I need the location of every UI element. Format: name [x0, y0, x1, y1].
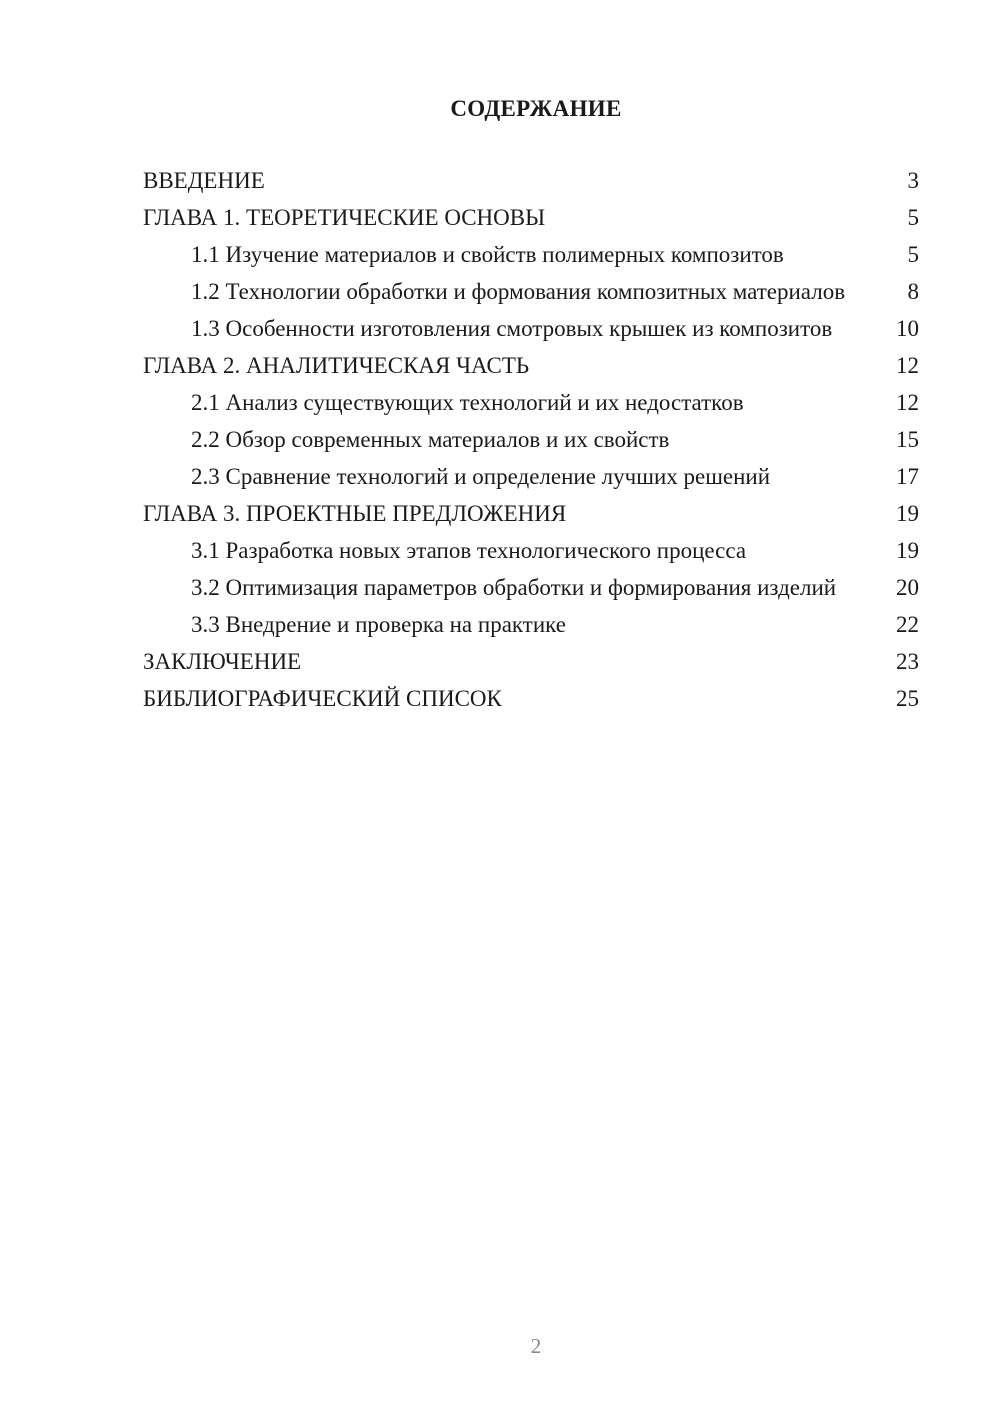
toc-entry-page: 17 — [896, 464, 919, 489]
toc-entry-page: 23 — [896, 649, 919, 674]
toc-entry-page: 15 — [896, 427, 919, 452]
toc-entry-text: 2.2 Обзор современных материалов и их свойств — [191, 427, 670, 452]
toc-entry-section-1-2[interactable] — [191, 278, 919, 305]
toc-entry-chapter-3[interactable] — [143, 500, 919, 527]
toc-entry-page: 19 — [896, 501, 919, 526]
toc-entry-chapter-2[interactable] — [143, 352, 919, 379]
toc-entry-page: 3 — [907, 168, 919, 193]
toc-entry-text: ВВЕДЕНИЕ — [143, 168, 265, 193]
toc-entry-section-3-3[interactable] — [191, 611, 919, 638]
toc-entry-text: ГЛАВА 1. ТЕОРЕТИЧЕСКИЕ ОСНОВЫ — [143, 205, 546, 230]
toc-entry-text: 3.3 Внедрение и проверка на практике — [191, 612, 566, 637]
toc-entry-page: 5 — [907, 242, 919, 267]
toc-entry-section-3-1[interactable] — [191, 537, 919, 564]
toc-entry-page: 19 — [896, 538, 919, 563]
toc-entry-section-1-1[interactable] — [191, 241, 919, 268]
toc-entry-chapter-1[interactable] — [143, 204, 919, 231]
toc-entry-text: 1.3 Особенности изготовления смотровых крышек из композитов — [191, 316, 833, 341]
toc-entry-page: 12 — [896, 353, 919, 378]
toc-entry-page: 20 — [896, 575, 919, 600]
toc-entry-text: 2.1 Анализ существующих технологий и их недостатков — [191, 390, 744, 415]
toc-entry-text: ЗАКЛЮЧЕНИЕ — [143, 649, 302, 674]
toc-entry-text: 2.3 Сравнение технологий и определение лучших решений — [191, 464, 771, 489]
toc-entry-text: 1.2 Технологии обработки и формования композитных материалов — [191, 279, 846, 304]
toc-entry-text: 3.1 Разработка новых этапов технологического процесса — [191, 538, 747, 563]
toc-entry-page: 10 — [896, 316, 919, 341]
toc-entry-text: ГЛАВА 2. АНАЛИТИЧЕСКАЯ ЧАСТЬ — [143, 353, 530, 378]
table-of-contents — [143, 167, 919, 722]
toc-entry-section-3-2[interactable] — [191, 574, 919, 601]
toc-entry-page: 5 — [907, 205, 919, 230]
toc-entry-bibliography[interactable] — [143, 685, 919, 712]
toc-entry-section-1-3[interactable] — [191, 315, 919, 342]
toc-entry-page: 22 — [896, 612, 919, 637]
toc-entry-introduction[interactable] — [143, 167, 919, 194]
toc-entry-text: 3.2 Оптимизация параметров обработки и формирования изделий — [191, 575, 837, 600]
toc-entry-text: ГЛАВА 3. ПРОЕКТНЫЕ ПРЕДЛОЖЕНИЯ — [143, 501, 567, 526]
toc-entry-text: 1.1 Изучение материалов и свойств полимерных композитов — [191, 242, 784, 267]
toc-entry-conclusion[interactable] — [143, 648, 919, 675]
page-number: 2 — [530, 1334, 542, 1358]
toc-entry-section-2-3[interactable] — [191, 463, 919, 490]
toc-entry-page: 25 — [896, 686, 919, 711]
toc-entry-page: 12 — [896, 390, 919, 415]
page-title: СОДЕРЖАНИЕ — [450, 96, 622, 121]
toc-entry-section-2-1[interactable] — [191, 389, 919, 416]
toc-entry-text: БИБЛИОГРАФИЧЕСКИЙ СПИСОК — [143, 686, 502, 711]
toc-entry-section-2-2[interactable] — [191, 426, 919, 453]
toc-entry-page: 8 — [907, 279, 919, 304]
